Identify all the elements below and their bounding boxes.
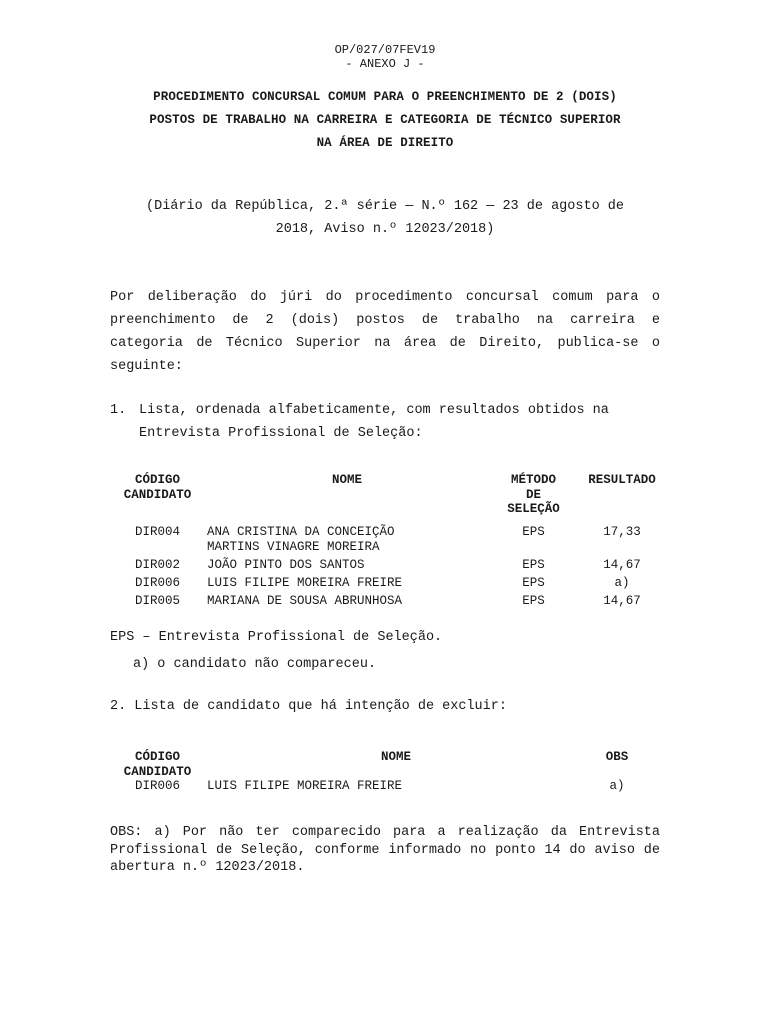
cell-name: JOÃO PINTO DOS SANTOS bbox=[207, 557, 365, 572]
intro-paragraph: Por deliberação do júri do procedimento concursal comum para o preenchimento de 2 (dois) postos de trabalho na carreira e categoria de Técnico Superior na área de Direito, publica-se o seguinte: bbox=[110, 290, 660, 374]
header-name: NOME bbox=[380, 750, 411, 764]
cell-code: DIR006 bbox=[134, 575, 180, 590]
table-row bbox=[110, 594, 664, 612]
header-method-line-3: SELEÇÃO bbox=[507, 502, 560, 516]
header-code-line-2: CANDIDATO bbox=[123, 487, 192, 502]
section-1-number: 1. bbox=[110, 403, 127, 418]
cell-name-line-1: ANA CRISTINA DA CONCEIÇÃO bbox=[207, 524, 395, 539]
annex-label: - ANEXO J - bbox=[345, 57, 425, 71]
table-row bbox=[110, 779, 647, 797]
obs-note: OBS: a) Por não ter comparecido para a realização da Entrevista Profissional de Seleção, conforme informado no ponto 14 do aviso de abertura n.º 12023/2018. bbox=[110, 825, 660, 875]
exclusion-table-header bbox=[110, 750, 647, 779]
section-1-line-2: Entrevista Profissional de Seleção: bbox=[139, 426, 423, 441]
title-line-3: NA ÁREA DE DIREITO bbox=[316, 136, 454, 150]
header-method-line-1: MÉTODO bbox=[510, 473, 556, 487]
cell-method: EPS bbox=[522, 557, 545, 572]
cell-name bbox=[205, 525, 487, 558]
cell-result: 17,33 bbox=[603, 524, 641, 539]
header-code-line-1: CÓDIGO bbox=[134, 750, 180, 764]
header-code-line-2: CANDIDATO bbox=[123, 764, 192, 779]
table-row bbox=[110, 558, 664, 576]
publication-line-2: 2018, Aviso n.º 12023/2018) bbox=[275, 222, 495, 237]
cell-result: 14,67 bbox=[603, 593, 641, 608]
document-header bbox=[0, 43, 770, 71]
results-table bbox=[110, 473, 664, 612]
exclusion-table bbox=[110, 750, 647, 797]
cell-name: LUIS FILIPE MOREIRA FREIRE bbox=[207, 779, 403, 793]
legend-note-a: a) o candidato não compareceu. bbox=[133, 657, 377, 672]
publication-line-1: (Diário da República, 2.ª série — N.º 162 — 23 de agosto de bbox=[146, 199, 624, 214]
cell-method: EPS bbox=[522, 593, 545, 608]
section-1-line-1: Lista, ordenada alfabeticamente, com resultados obtidos na bbox=[139, 403, 609, 418]
header-code bbox=[110, 473, 205, 525]
section-1 bbox=[110, 399, 660, 445]
title-line-1: PROCEDIMENTO CONCURSAL COMUM PARA O PREENCHIMENTO DE 2 (DOIS) bbox=[153, 90, 617, 104]
cell-code: DIR002 bbox=[134, 557, 180, 572]
legend bbox=[110, 628, 670, 672]
header-obs: OBS bbox=[605, 750, 629, 764]
results-table-header bbox=[110, 473, 664, 525]
cell-result: a) bbox=[614, 575, 630, 590]
cell-method: EPS bbox=[522, 524, 545, 539]
cell-code: DIR005 bbox=[134, 593, 180, 608]
section-2: 2. Lista de candidato que há intenção de excluir: bbox=[110, 699, 507, 714]
header-method bbox=[487, 473, 580, 525]
header-code bbox=[110, 750, 205, 779]
publication-reference bbox=[110, 195, 660, 241]
header-result: RESULTADO bbox=[588, 473, 656, 487]
title-line-2: POSTOS DE TRABALHO NA CARREIRA E CATEGORIA DE TÉCNICO SUPERIOR bbox=[149, 113, 621, 127]
cell-result: 14,67 bbox=[603, 557, 641, 572]
document-title bbox=[80, 86, 690, 155]
reference-code: OP/027/07FEV19 bbox=[334, 43, 436, 57]
cell-name: MARIANA DE SOUSA ABRUNHOSA bbox=[207, 593, 403, 608]
cell-name-line-2: MARTINS VINAGRE MOREIRA bbox=[207, 539, 380, 554]
header-method-line-2: DE bbox=[525, 487, 541, 502]
cell-code: DIR006 bbox=[134, 779, 180, 793]
cell-obs: a) bbox=[609, 779, 625, 793]
legend-eps: EPS – Entrevista Profissional de Seleção. bbox=[110, 630, 443, 645]
table-row bbox=[110, 576, 664, 594]
cell-name: LUIS FILIPE MOREIRA FREIRE bbox=[207, 575, 403, 590]
cell-code: DIR004 bbox=[134, 524, 180, 539]
header-name: NOME bbox=[331, 473, 362, 487]
cell-method: EPS bbox=[522, 575, 545, 590]
table-row bbox=[110, 525, 664, 558]
header-code-line-1: CÓDIGO bbox=[134, 473, 180, 487]
